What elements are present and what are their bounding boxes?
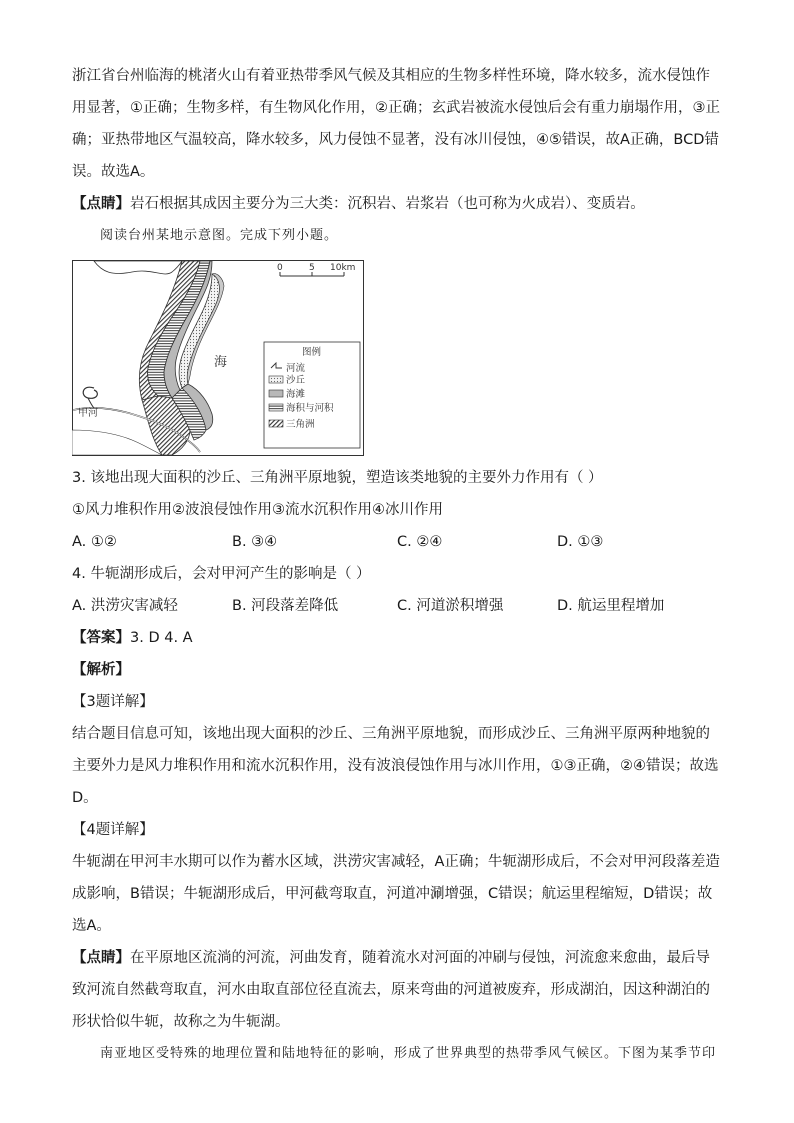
dianjing-1 [72,188,722,220]
map-intro: 阅读台州某地示意图。完成下列小题。 [100,228,339,243]
q2-explanation: 浙江省台州临海的桃渚火山有着亚热带季风气候及其相应的生物多样性环境，降水较多，流水侵蚀作用显著，①正确；生物多样，有生物风化作用，②正确；玄武岩被流水侵蚀后会有重力崩塌作用，③正确；亚热带地区气温较高，降水较多，风力侵蚀不显著，没有冰川侵蚀，④⑤错误，故A正确，BCD错误。故选A。 [72,68,720,180]
q4-options [72,590,722,622]
q4-detail: 牛轭湖在甲河丰水期可以作为蓄水区域，洪涝灾害减轻，A正确；牛轭湖形成后，不会对甲河段落差造成影响，B错误；牛轭湖形成后，甲河截弯取直，河道冲涮增强，C错误；航运里程缩短，D错误；故选A。 [72,854,720,934]
legend-river: 河流 [286,363,306,374]
dune-legend-icon [269,376,283,383]
scale-10km: 10km [330,263,356,273]
alluvial-legend-icon [269,404,283,411]
next-intro: 南亚地区受特殊的地理位置和陆地特征的影响，形成了世界典型的热带季风气候区。下图为某季节印 [100,1046,717,1061]
legend-alluvial: 海积与河积 [286,403,334,414]
jiexi-label: 【解析】 [72,662,130,678]
sea-label: 海 [214,355,228,370]
legend-dune: 沙丘 [286,375,306,386]
taizhou-map [72,260,364,456]
q3-option-d: D. ①③ [557,534,604,550]
q4-stem: 4. 牛轭湖形成后，会对甲河产生的影响是（ ） [72,566,371,582]
map-figure [72,260,364,456]
scale-5: 5 [309,263,315,273]
q3-option-a: A. ①② [72,534,117,550]
dianjing2-text: 在平原地区流淌的河流，河曲发育，随着流水对河面的冲刷与侵蚀，河流愈来愈曲，最后导致河流自然截弯取直，河水由取直部位径直流去，原来弯曲的河道被废弃，形成湖泊，因这种湖泊的形状恰似牛轭，故称之为牛轭湖。 [72,950,710,1030]
q3-detail: 结合题目信息可知，该地出现大面积的沙丘、三角洲平原地貌，而形成沙丘、三角洲平原两种地貌的主要外力是风力堆积作用和流水沉积作用，没有波浪侵蚀作用与冰川作用，①③正确，②④错误；故选D。 [72,726,719,806]
dianjing2-label: 【点睛】 [72,950,130,966]
q4-option-c: C. 河道淤积增强 [397,598,504,614]
q3-items: ①风力堆积作用②波浪侵蚀作用③流水沉积作用④冰川作用 [72,502,443,518]
q3-options [72,526,722,558]
q3-detail-label: 【3题详解】 [72,694,154,710]
dianjing-label: 【点睛】 [72,196,130,212]
dianjing-2 [72,942,722,1038]
legend-delta: 三角洲 [286,419,315,430]
answer-line [72,622,722,654]
river-label: 甲河 [78,408,98,419]
legend-title: 图例 [302,347,322,358]
dianjing-text: 岩石根据其成因主要分为三大类：沉积岩、岩浆岩（也可称为火成岩）、变质岩。 [130,196,645,212]
q4-option-d: D. 航运里程增加 [557,598,665,614]
q4-option-b: B. 河段落差降低 [232,598,339,614]
q4-option-a: A. 洪涝灾害减轻 [72,598,178,614]
document-page [72,60,722,1070]
q3-option-b: B. ③④ [232,534,278,550]
answer-label: 【答案】 [72,630,130,646]
answer-text: 3. D 4. A [130,630,193,646]
scale-0: 0 [277,263,283,273]
delta-legend-icon [269,420,283,427]
legend-beach: 海滩 [286,389,306,400]
q3-option-c: C. ②④ [397,534,443,550]
q3-stem: 3. 该地出现大面积的沙丘、三角洲平原地貌，塑造该类地貌的主要外力作用有（ ） [72,470,603,486]
beach-legend-icon [269,390,283,397]
map-legend [264,342,360,448]
q4-detail-label: 【4题详解】 [72,822,154,838]
